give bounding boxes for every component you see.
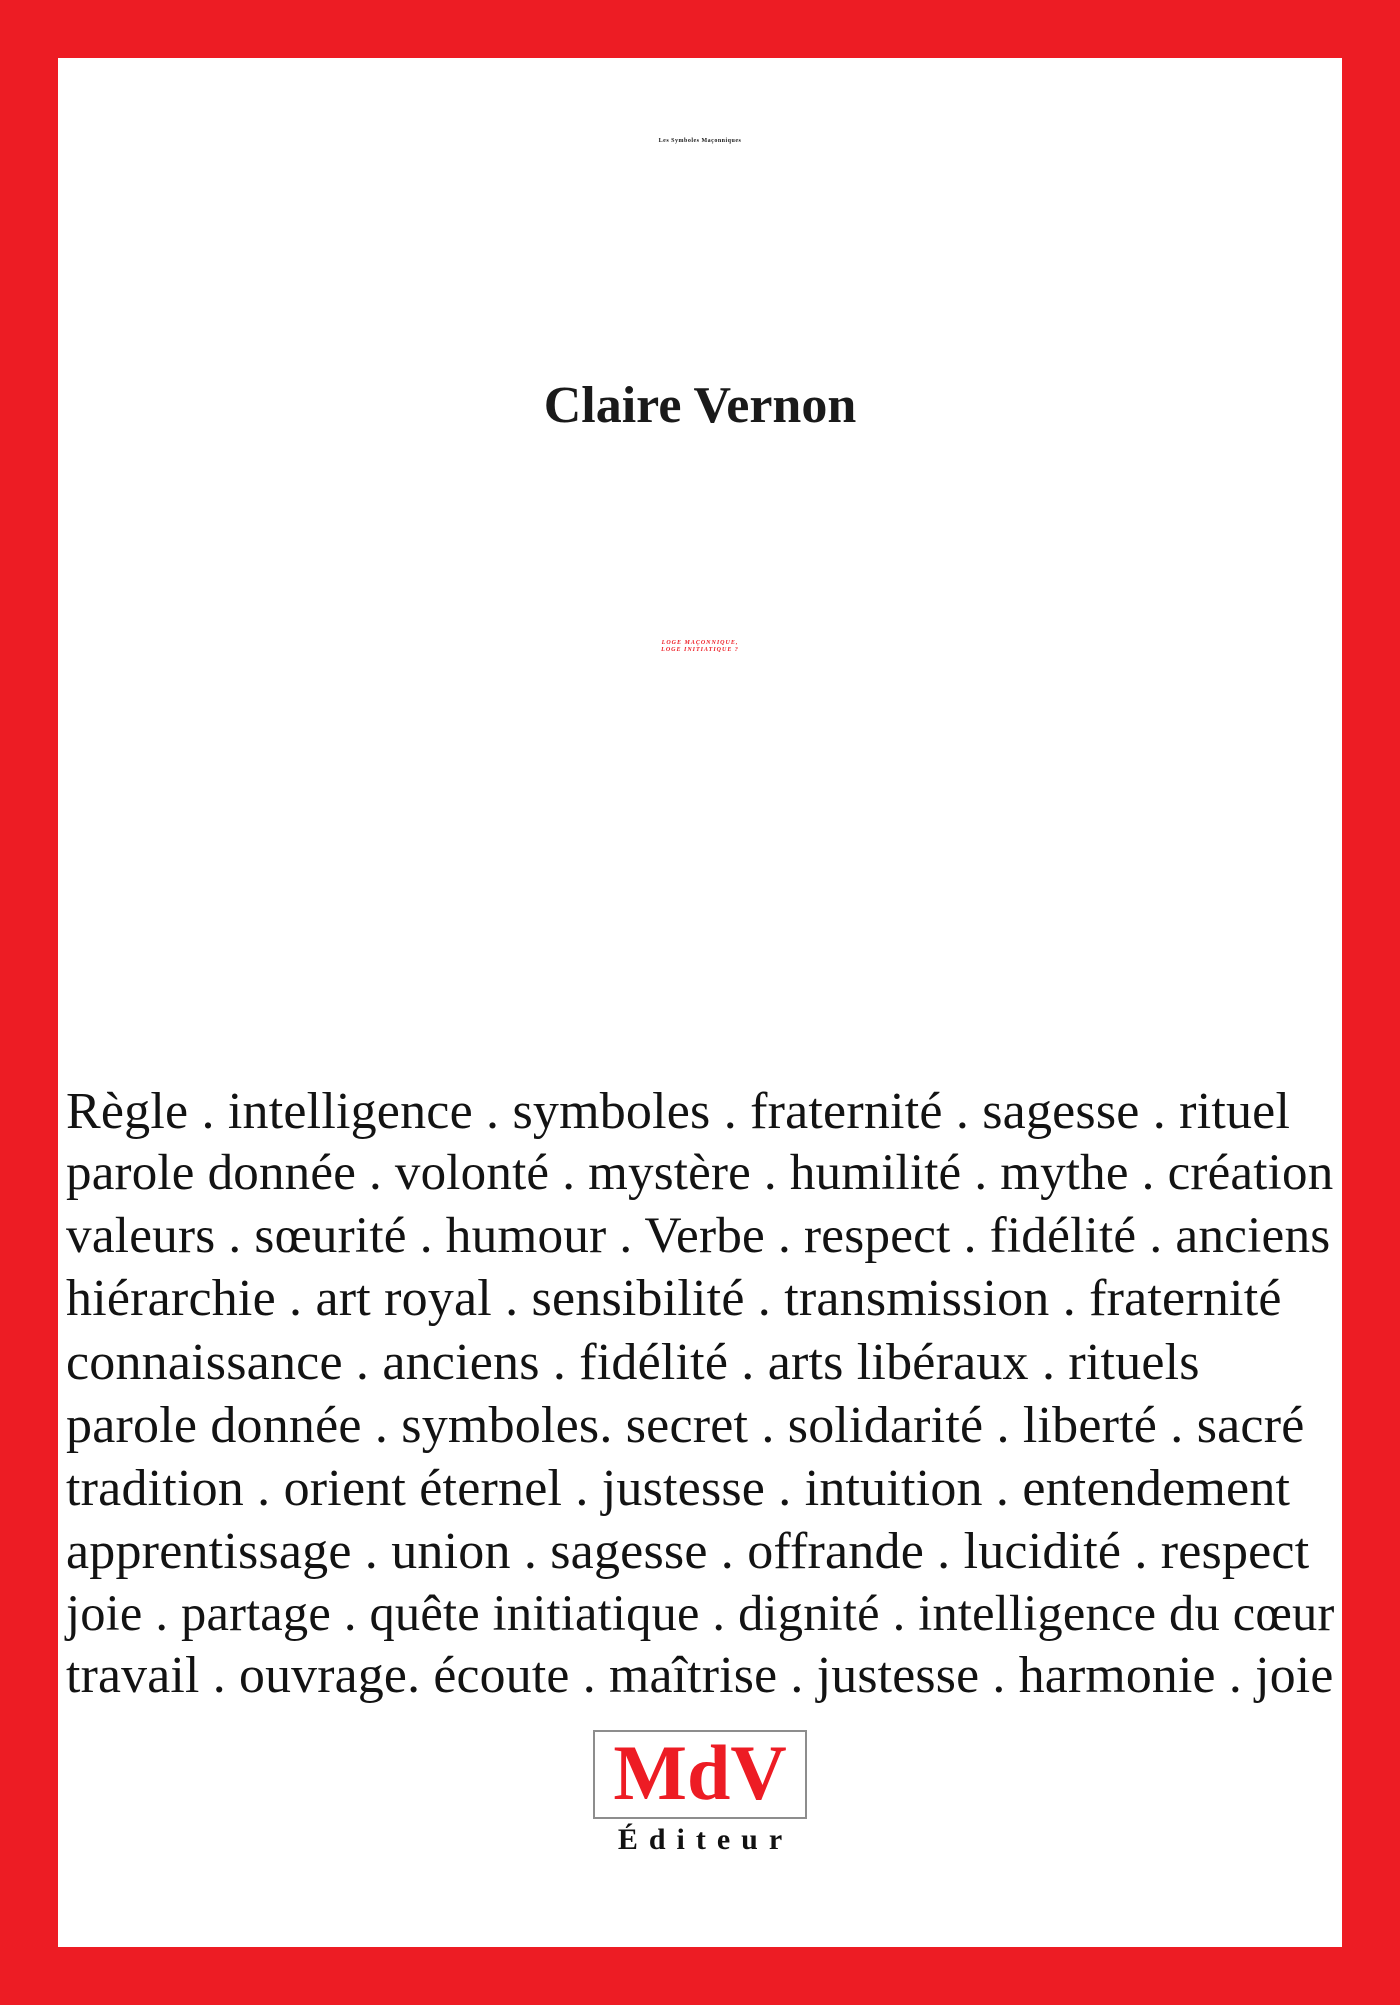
publisher-logo-box xyxy=(593,1730,806,1819)
keyword-line: travail . ouvrage. écoute . maîtrise . justesse . harmonie . joie xyxy=(66,1646,1334,1704)
keyword-line: connaissance . anciens . fidélité . arts libéraux . rituels xyxy=(66,1333,1200,1391)
keyword-cloud xyxy=(66,1080,1334,1707)
page-title: Les Symboles Maçonniques xyxy=(658,138,742,144)
cover-inner-panel xyxy=(58,58,1342,1947)
publisher-logo-m: M xyxy=(613,1729,687,1817)
keyword-line: tradition . orient éternel . justesse . intuition . entendement xyxy=(66,1459,1291,1517)
publisher-logo xyxy=(58,1730,1342,1855)
publisher-tagline: Éditeur xyxy=(617,1823,794,1856)
publisher-logo-v: V xyxy=(730,1729,787,1817)
keyword-line: apprentissage . union . sagesse . offrande . lucidité . respect xyxy=(66,1523,1310,1581)
keyword-line: Règle . intelligence . symboles . fraternité . sagesse . rituel xyxy=(66,1083,1291,1140)
keyword-line: joie . partage . quête initiatique . dignité . intelligence du cœur xyxy=(66,1585,1335,1642)
subtitle-line-1: LOGE MAÇONNIQUE, xyxy=(661,640,739,646)
keyword-line: parole donnée . volonté . mystère . humilité . mythe . création xyxy=(66,1145,1334,1202)
publisher-logo-d: d xyxy=(686,1729,731,1817)
keyword-line: valeurs . sœurité . humour . Verbe . respect . fidélité . anciens xyxy=(66,1207,1331,1265)
keyword-line: hiérarchie . art royal . sensibilité . transmission . fraternité xyxy=(66,1270,1282,1328)
subtitle-line-2: LOGE INITIATIQUE ? xyxy=(661,647,739,654)
author-name: Claire Vernon xyxy=(543,377,857,434)
keyword-line: parole donnée . symboles. secret . solidarité . liberté . sacré xyxy=(66,1396,1305,1454)
subtitle-block xyxy=(58,640,1342,655)
